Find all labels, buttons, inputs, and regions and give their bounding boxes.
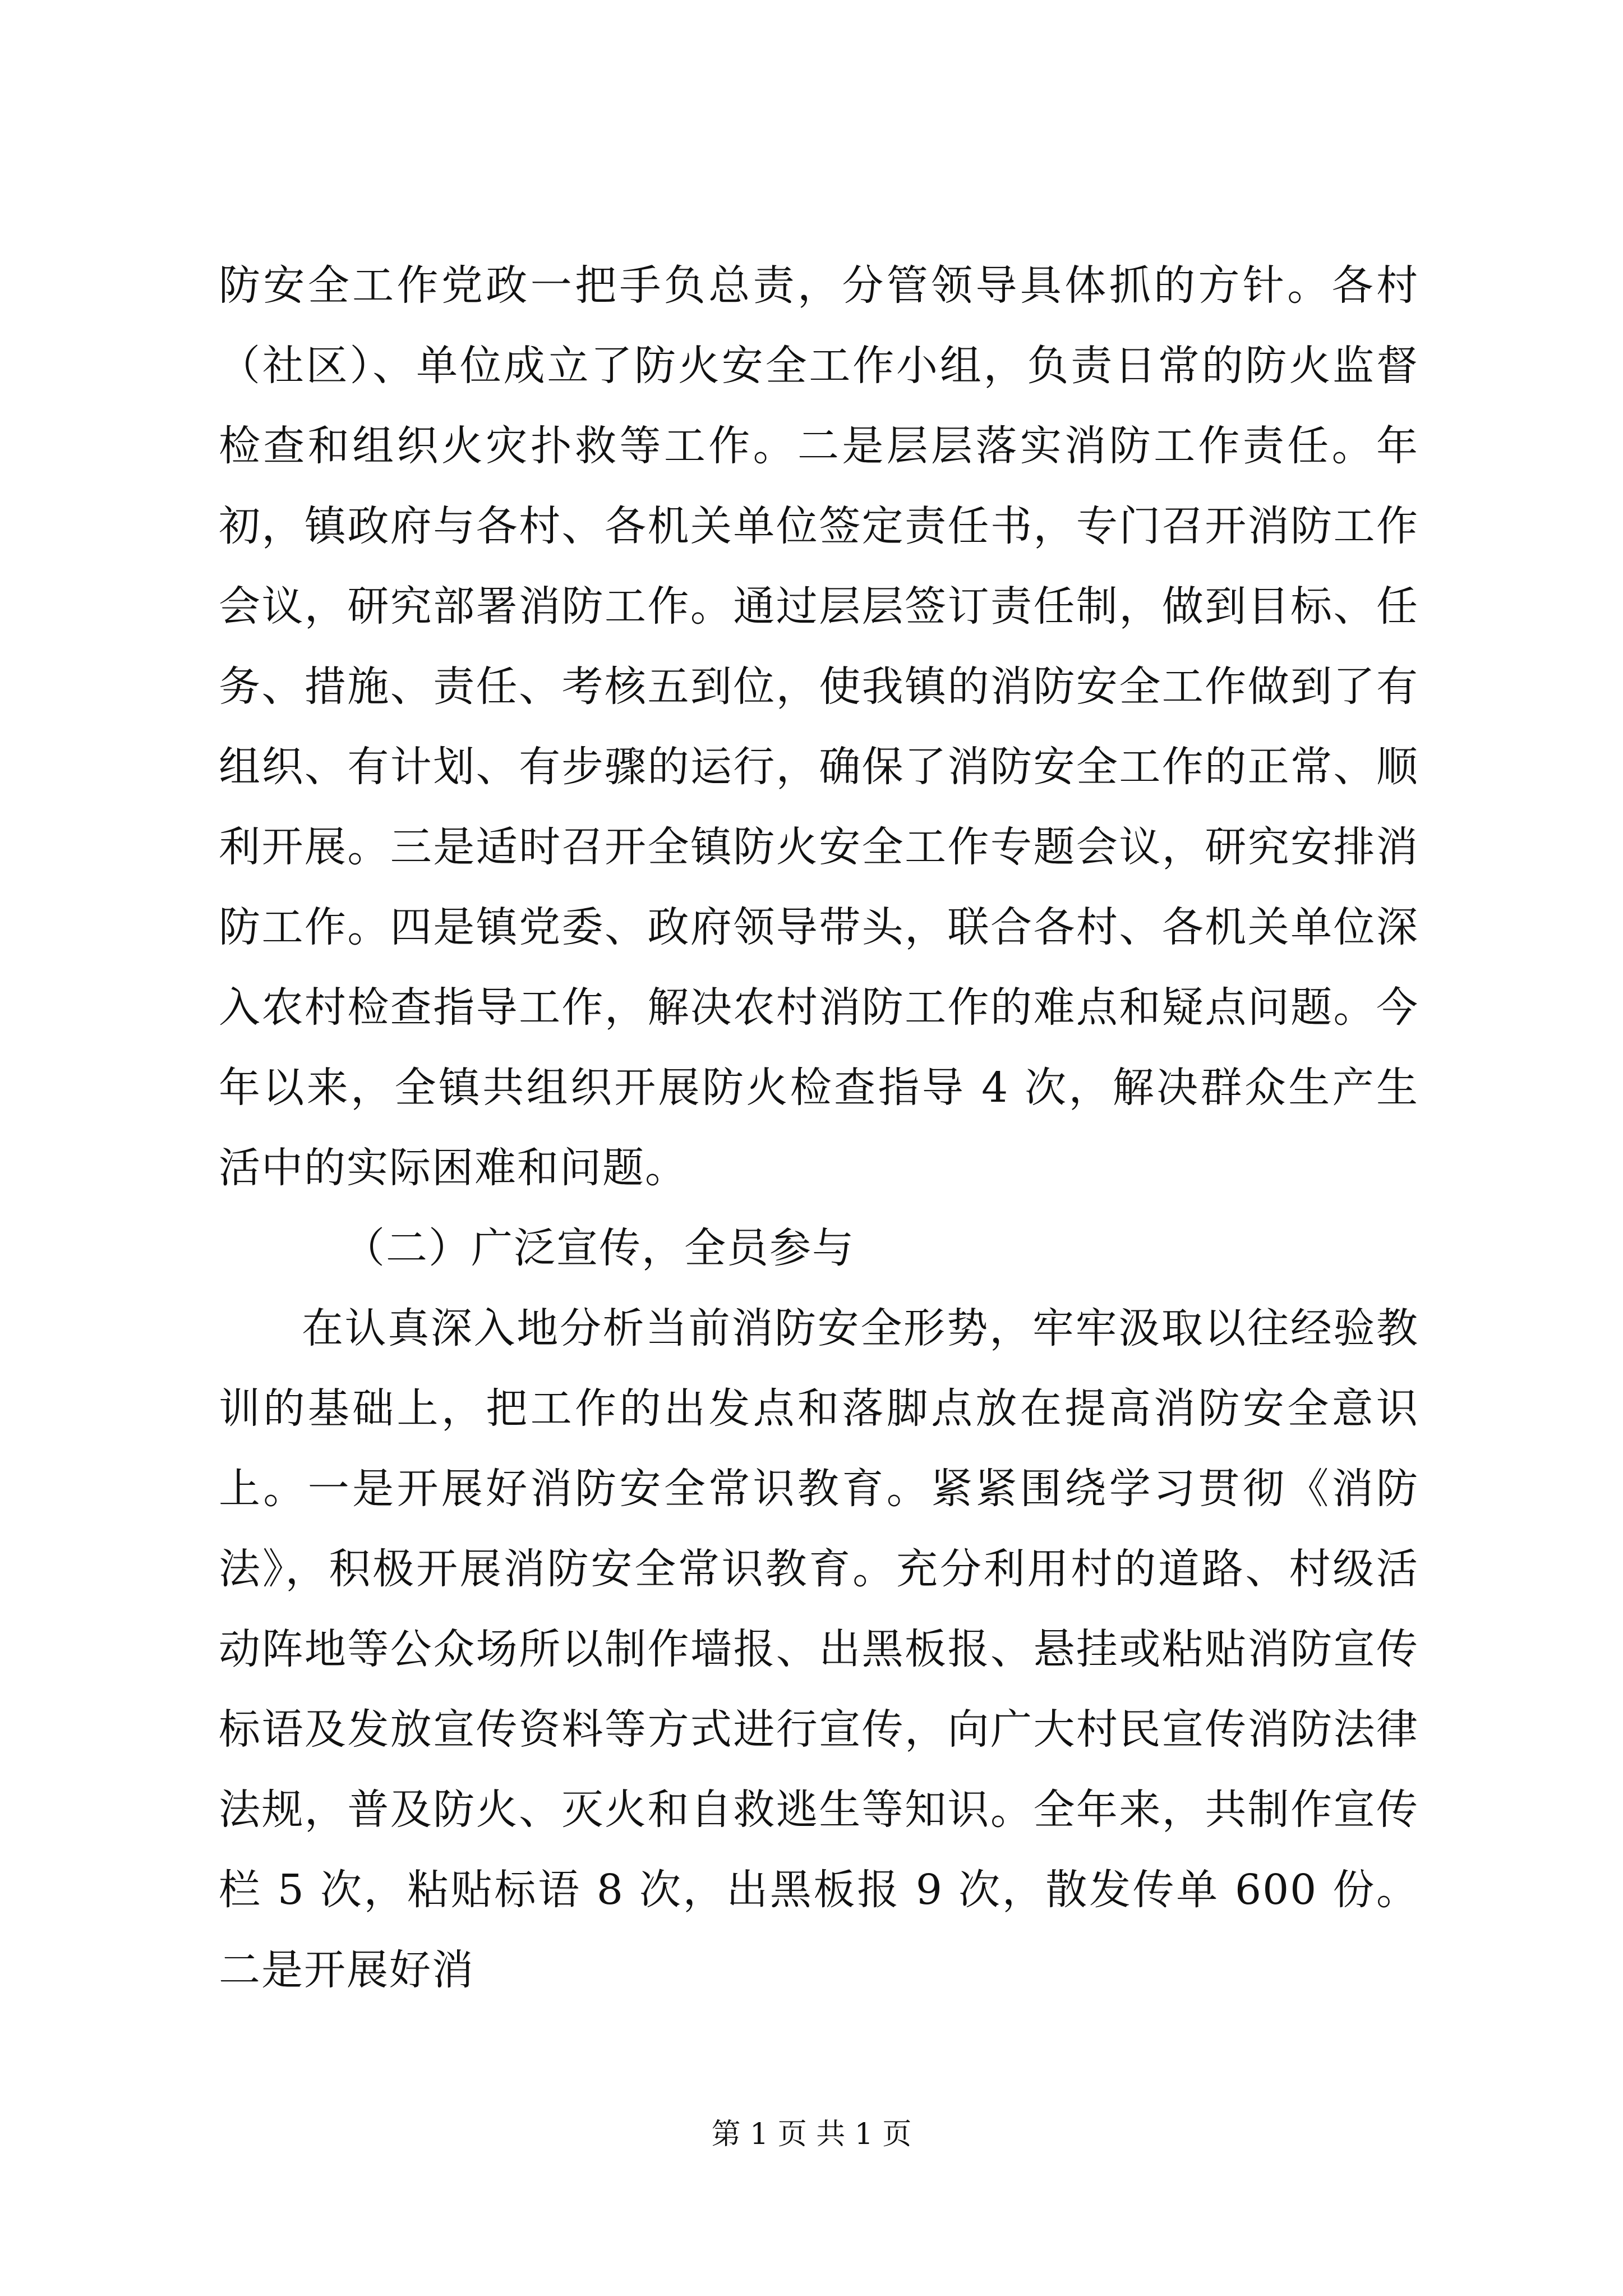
paragraph-publicity: 在认真深入地分析当前消防安全形势，牢牢汲取以往经验教训的基础上，把工作的出发点和落脚点放在提高消防安全意识上。一是开展好消防安全常识教育。紧紧围绕学习贯彻《消防法》，积极开展消防安全常识教育。充分利用村的道路、村级活动阵地等公众场所以制作墙报、出黑板报、悬挂或粘贴消防宣传标语及发放宣传资料等方式进行宣传，向广大村民宣传消防法律法规，普及防火、灭火和自救逃生等知识。全年来，共制作宣传栏 5 次，粘贴标语 8 次，出黑板报 9 次，散发传单 600 份。二是开展好消: [219, 1304, 1419, 1994]
document-body: [219, 246, 1419, 2010]
page-footer: 第 1 页 共 1 页: [711, 2118, 912, 2151]
paragraph-responsibility: 防安全工作党政一把手负总责，分管领导具体抓的方针。各村（社区）、单位成立了防火安全工作小组，负责日常的防火监督检查和组织火灾扑救等工作。二是层层落实消防工作责任。年初，镇政府与各村、各机关单位签定责任书，专门召开消防工作会议，研究部署消防工作。通过层层签订责任制，做到目标、任务、措施、责任、考核五到位，使我镇的消防安全工作做到了有组织、有计划、有步骤的运行，确保了消防安全工作的正常、顺利开展。三是适时召开全镇防火安全工作专题会议，研究安排消防工作。四是镇党委、政府领导带头，联合各村、各机关单位深入农村检查指导工作，解决农村消防工作的难点和疑点问题。今年以来，全镇共组织开展防火检查指导 4 次，解决群众生产生活中的实际困难和问题。: [219, 261, 1419, 1192]
section-heading-publicity: （二）广泛宣传，全员参与: [343, 1224, 855, 1272]
